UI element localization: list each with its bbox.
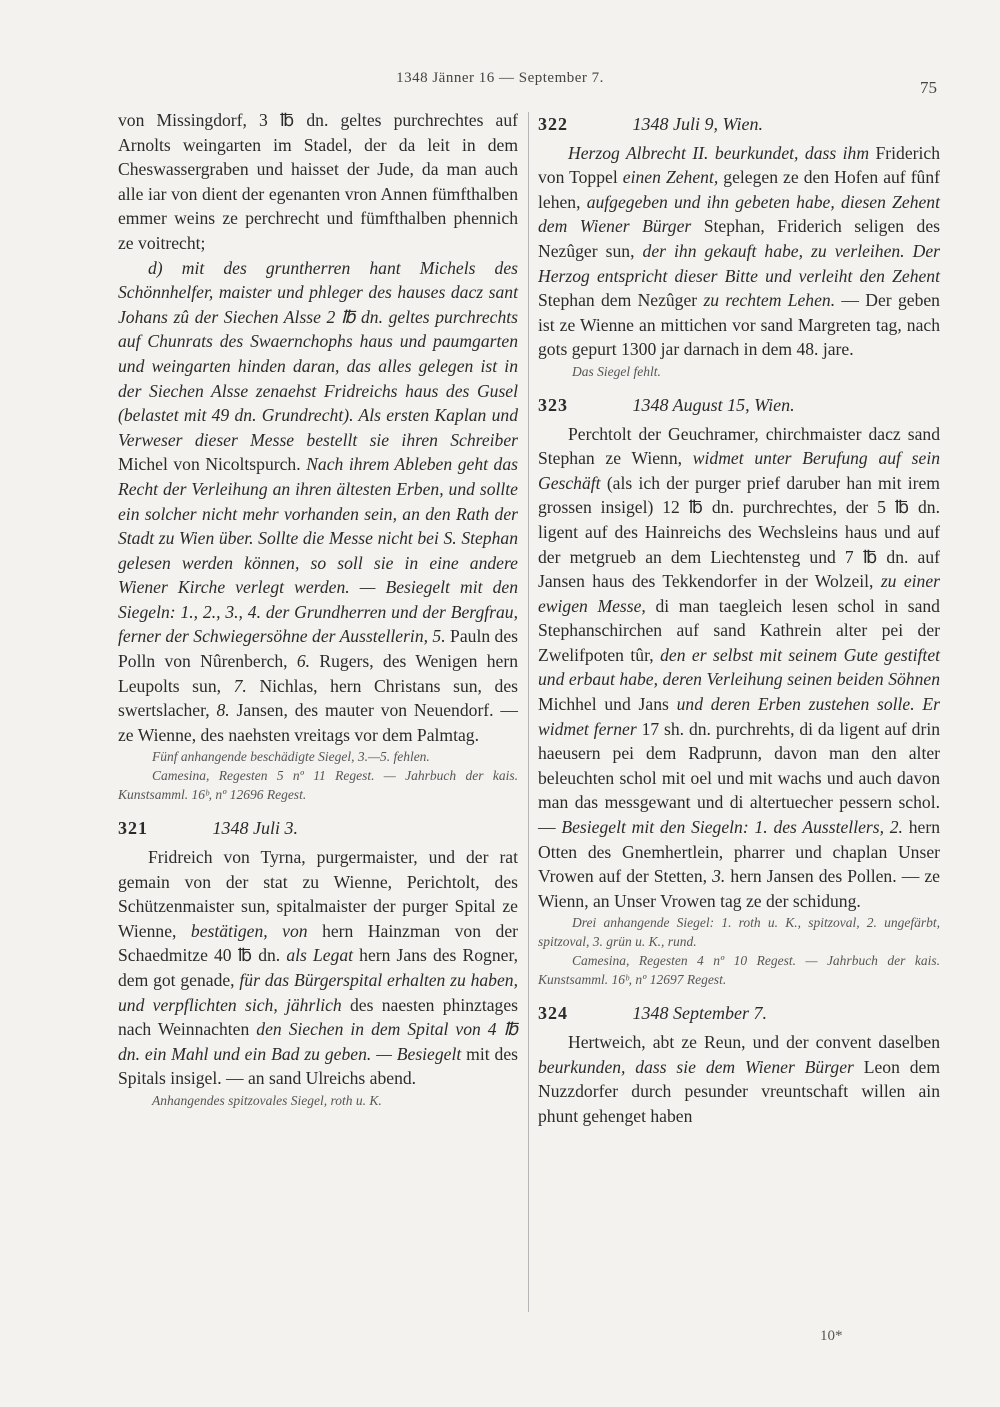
entry-date: 1348 August 15, Wien. (632, 394, 795, 415)
italic-text: der ihn gekauft habe, zu verleihen. Der Herzog entspricht dieser Bitte und verleiht den Zehent (538, 240, 940, 286)
italic-text: zu rechtem Lehen. (703, 290, 836, 311)
text: Stephan, Friderich seligen des Nezûger sun, (538, 216, 940, 261)
italic-text: für das Bürgerspital erhalten zu haben, und verpflichten sich, jährlich (118, 970, 518, 1015)
italic-text: einen Zehent, (622, 167, 719, 188)
left-column (118, 108, 518, 1110)
footnote: Das Siegel fehlt. (572, 363, 661, 379)
text: Fridreich von Tyrna, purgermaister, und der rat gemain von der stat zu Wienne, Perichtolt, des Schützenmaister sun, spitalmaister der purger Spital ze Wienne, (118, 847, 518, 941)
italic-text: bestätigen, von (190, 920, 308, 941)
text: Stephan dem Nezûger (538, 290, 698, 311)
entry-heading-324 (538, 1001, 940, 1026)
footnote: Camesina, Regesten 5 nº 11 Regest. — Jahrbuch der kais. Kunstsamml. 16ᵇ, nº 12696 Regest. (118, 768, 518, 803)
paragraph (538, 141, 940, 362)
text: Jansen, des mauter von Neuendorf. — ze Wienne, des naehsten vreitags vor dem Palmtag. (118, 700, 518, 745)
italic-text: 8. (216, 700, 230, 721)
italic-text: beurkunden, dass sie dem Wiener Bürger (538, 1056, 854, 1077)
footnote: Drei anhangende Siegel: 1. roth u. K., spitzoval, 2. ungefärbt, spitzoval, 3. grün u. K., rund. (538, 915, 940, 950)
text: hern Otten des Gnemhertlein, pharrer und chaplan Unser Vrowen auf der Stetten, (538, 817, 940, 887)
italic-text: zu einer ewigen Messe, (538, 571, 940, 616)
text: (als ich der purger prief daruber han mit irem grossen insigel) 12 ℔ dn. purchrechtes, der 5 ℔ dn. ligent auf des Hainreichs des Wechsleins haus und auf der metgrueb an dem Liechtensteg und 7 ℔ dn. auf Jansen haus des Tekkendorfer in der Wolzeil, (538, 472, 940, 592)
entry-date: 1348 Juli 3. (212, 818, 298, 839)
text: hern Jansen des Pollen. — ze Wienn, an Unser Vrowen tag ze der schidung. (538, 866, 940, 911)
footnote: Fünf anhangende beschädigte Siegel, 3.—5. fehlen. (152, 749, 430, 765)
italic-text: als Legat (286, 945, 354, 966)
paragraph (118, 256, 518, 748)
running-title: 1348 Jänner 16 — September 7. (396, 70, 604, 86)
text: Leon dem Nuzzdorfer durch pesunder vreuntschaft willen ain phunt gehenget haben (538, 1056, 941, 1126)
italic-text: 3. (712, 866, 726, 887)
page-number: 75 (920, 78, 937, 97)
italic-text: Nach ihrem Ableben geht das Recht der Verleihung an ihren ältesten Erben, und sollte ein solcher nicht mehr vorhanden sein, an den Rath der Stadt zu Wien über. Sollte die Messe nicht bei S. Stephan gelesen werden können, so soll sie in eine andere Wiener Kirche verlegt werden. — Besiegelt mit den Siegeln: 1., 2., 3., 4. der Grundherren und der Bergfrau, ferner der Schwiegersöhne der Ausstellerin, 5. (118, 454, 518, 647)
text: Michhel und Jans (538, 694, 669, 715)
right-column (538, 108, 940, 1128)
footnote: Anhangendes spitzovales Siegel, roth u. K. (152, 1092, 382, 1108)
text: — Der geben ist ze Wienne an mittichen vor sand Margreten tag, nach gots gepurt 1300 jar darnach in dem 48. jare. (538, 290, 940, 360)
entry-date: 1348 Juli 9, Wien. (632, 114, 763, 134)
paragraph (538, 422, 940, 914)
signature-mark: 10* (820, 1328, 843, 1344)
italic-text: Herzog Albrecht II. beurkundet, dass ihm (568, 142, 870, 163)
entry-number: 323 (538, 394, 568, 415)
entry-number: 321 (118, 818, 148, 839)
italic-text: den er selbst mit seinem Gute gestiftet und erbaut habe, deren Verleihung seinen beiden Söhnen (538, 644, 941, 690)
footnote: Camesina, Regesten 4 nº 10 Regest. — Jahrbuch der kais. Kunstsamml. 16ᵇ, nº 12697 Regest. (538, 953, 940, 988)
entry-number: 324 (538, 1003, 568, 1024)
text: Nichlas, hern Christans sun, des swertslacher, (118, 675, 518, 721)
text: hern Jans des Rogner, dem got genade, (118, 945, 519, 990)
italic-text: widmet unter Berufung auf sein Geschäft (538, 448, 940, 493)
paragraph: von Missingdorf, 3 ℔ dn. geltes purchrechtes auf Arnolts weingarten im Stadel, der da leit in dem Cheswassergraben und haisset der Jude, da man auch alle iar von dient der egenanten vron Annen fümfthalben emmer weins ze perchrecht und fümfthalben phennich ze voitrecht; (118, 110, 518, 253)
text: mit des Spitals insigel. — an sand Ulreichs abend. (118, 1043, 518, 1089)
entry-heading-321 (118, 816, 518, 841)
italic-text: den Siechen in dem Spital von 4 ℔ dn. ein Mahl und ein Bad zu geben. — Besiegelt (118, 1019, 518, 1064)
text: Rugers, des Wenigen hern Leupolts sun, (118, 651, 518, 696)
text: Friderich von Toppel (538, 142, 940, 188)
column-divider (528, 112, 529, 1312)
italic-text: Besiegelt mit den Siegeln: 1. des Ausstellers, 2. (561, 817, 903, 838)
italic-text: 6. (296, 651, 311, 672)
text: Pauln des Polln von Nûrenberch, (118, 626, 518, 672)
italic-text: d) mit des gruntherren hant Michels des Schönnhelfer, maister und phleger des hauses dacz sant Johans zû der Siechen Alsse 2 ℔ dn. geltes purchrechts auf Chunrats des Swaernchophs haus und paumgarten und weingarten hinden daran, das alles gelegen ist in der Siechen Alsse zenaehst Fridreichs haus des Gusel (118, 257, 518, 401)
text: hern Hainzman von der Schaedmitze 40 ℔ dn. (118, 920, 518, 966)
text: gelegen ze den Hofen auf fûnf lehen, (538, 167, 941, 212)
entry-date: 1348 September 7. (632, 1003, 767, 1024)
italic-text: 7. (233, 675, 247, 696)
italic-text: (belastet mit 49 dn. Grundrecht). Als ersten Kaplan und Verweser dieser Messe bestellt sie ihren Schreiber (118, 405, 518, 450)
italic-text: aufgegeben und ihn gebeten habe, diesen Zehent dem Wiener Bürger (538, 191, 940, 237)
text: di man taegleich lesen schol in sand Stephanschirchen auf sand Kathrein alter pei der Zwelifpoten tûr, (538, 595, 940, 665)
text: 17 sh. dn. purchrehts, di da ligent auf drin haeusern pei dem Radprunn, davon man den alter beleuchten schol mit oel und mit wachs und auch davon man das messgewant und di altertuecher pessern schol. — (538, 718, 941, 838)
entry-heading-322 (538, 112, 940, 137)
text: des naesten phinztages nach Weinnachten (118, 994, 518, 1040)
text: Perchtolt der Geuchramer, chirchmaister dacz sand Stephan ze Wienn, (538, 423, 940, 469)
text: Michel von Nicoltspurch. (118, 454, 301, 475)
paragraph (538, 1030, 940, 1128)
entry-number: 322 (538, 114, 568, 134)
text: Hertweich, abt ze Reun, und der convent daselben (568, 1032, 940, 1052)
paragraph (118, 845, 518, 1091)
entry-heading-323 (538, 393, 940, 418)
italic-text: und deren Erben zustehen solle. Er widmet ferner (538, 694, 940, 739)
